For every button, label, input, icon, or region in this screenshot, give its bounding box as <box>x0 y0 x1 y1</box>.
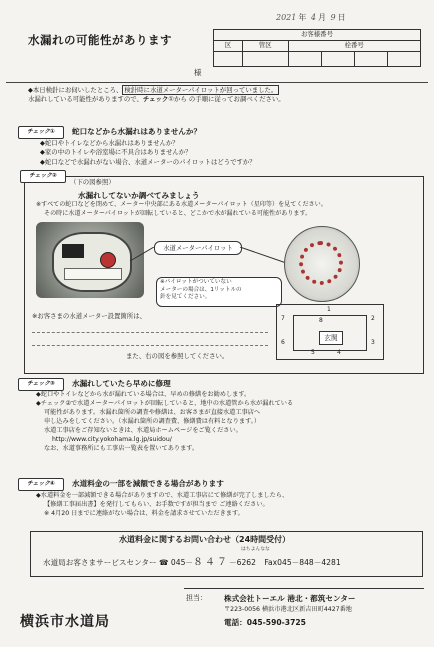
meter-counter <box>64 268 122 280</box>
intro-line-2-rest: ①から の手順に従ってお調べください。 <box>168 95 285 104</box>
meter-pilot-closeup <box>284 226 360 302</box>
check4-body <box>36 492 431 519</box>
cell-kensen-4 <box>387 52 420 67</box>
grid-label-5: 5 <box>311 349 315 356</box>
grid-label-6: 6 <box>281 339 285 346</box>
check4-badge: チェック④ <box>18 478 64 491</box>
check4-title: 水道料金の一部を減額できる場合があります <box>72 479 224 488</box>
date-year-unit: 年 <box>298 13 307 22</box>
pilot-note-box <box>156 277 282 307</box>
contact-person-block <box>184 588 424 637</box>
note-line-2: メーターの場合は、1リットルの <box>160 286 242 293</box>
note-line-1: ※パイロットがついていない <box>160 279 232 285</box>
check2-line-1: ※すべての蛇口などを閉めて、メーター中央部にある水道メーターパイロット（星印等）を見てください。 <box>36 201 327 208</box>
cell-kanku <box>242 52 288 67</box>
customer-name-suffix: 様 <box>194 68 202 77</box>
homepage-link[interactable]: http://www.city.yokohama.lg.jp/suidou/ <box>52 435 172 443</box>
grid-label-7: 7 <box>281 315 285 322</box>
phone-icon: ☎ <box>159 558 169 567</box>
col-kanku: 管区 <box>242 41 288 52</box>
intro-line-2 <box>28 95 418 104</box>
meter-dial <box>62 244 84 258</box>
house-layout-diagram <box>276 304 384 360</box>
check1-body <box>40 139 434 167</box>
check1-item: ◆家の中のトイレや浴室場に不具合はありませんか？ <box>40 148 192 157</box>
tel-suffix: －6262 <box>229 558 256 567</box>
service-contact-box <box>30 531 423 577</box>
service-center-name: 水道局お客さまサービスセンター <box>43 558 157 567</box>
customer-number-table <box>213 29 421 67</box>
check2-badge: チェック② <box>20 170 66 183</box>
date-year: 2021 <box>276 13 297 22</box>
install-suffix: また、右の図を参照してください。 <box>126 352 229 360</box>
cell-kensen-2 <box>321 52 354 67</box>
check3-item: 水道工事店をご存知ないときは、水道局ホームページをご覧ください。 <box>44 426 242 434</box>
check2-body <box>36 201 421 219</box>
entrance-label: 玄関 <box>319 331 343 345</box>
check1-item: ◆蛇口やトイレなどから水漏れはありませんか？ <box>40 139 179 147</box>
check3-item: ◆蛇口やトイレなどから水が漏れている場合は、早めの修繕をお勧めします。 <box>36 391 251 398</box>
check3-item: なお、水道事務所にも工事店一覧表を置いてあります。 <box>44 444 199 452</box>
cell-kensen-3 <box>354 52 387 67</box>
check2-figure-ref: （下の図参照） <box>70 178 115 186</box>
service-question: 水道料金に関するお問い合わせ（24時間受付） <box>119 535 291 544</box>
check2-line-2: その時に水道メーターパイロットが回転していると、どこかで水が漏れている可能性があります。 <box>44 209 312 217</box>
col-ku: 区 <box>214 41 243 52</box>
check2-title: 水漏れしてないか調べてみましょう <box>78 191 200 200</box>
company-phone: 電話：045-590-3725 <box>224 618 306 627</box>
check3-item: ◆チェック②で水道メーターパイロットが回転していると、地中の水道管から水が漏れている <box>36 399 294 407</box>
grid-label-4: 4 <box>337 349 341 356</box>
grid-label-2: 2 <box>371 315 375 322</box>
tel-prefix: 045－ <box>170 558 194 567</box>
install-location-label: ※お客さまの水道メーター設置箇所は、 <box>32 312 146 320</box>
cell-kensen-1 <box>288 52 321 67</box>
intro-check-word: チェック <box>142 95 169 104</box>
meter-pilot-icon <box>100 252 116 268</box>
fax-number: Fax045－848－4281 <box>264 558 341 567</box>
intro-text <box>28 86 418 105</box>
intro-line-1-text: ◆本日検針にお伺いしたところ、 <box>28 86 123 94</box>
fill-line <box>32 345 268 346</box>
cell-ku <box>214 52 243 67</box>
company-name: 株式会社トーエル 港北・都筑センター <box>224 594 356 603</box>
divider <box>6 82 428 83</box>
pilot-star-icon <box>299 241 343 285</box>
pilot-callout: 水道メーターパイロット <box>154 241 242 255</box>
col-kensen: 栓番号 <box>288 41 421 52</box>
date-day-unit: 日 <box>337 13 346 22</box>
intro-line-2-text: 水漏れしている可能性がありますので、 <box>28 95 143 104</box>
water-bureau-name: 横浜市水道局 <box>20 614 110 630</box>
tel-ruby: はちよんなな <box>241 547 270 552</box>
check3-title: 水漏れしていたら早めに修理 <box>72 379 171 388</box>
fill-line <box>32 332 268 333</box>
date-handwritten <box>274 12 346 24</box>
date-month-unit: 月 <box>318 13 326 22</box>
company-address: 〒223-0056 横浜市港北区新吉田町4427番地 <box>224 606 352 613</box>
tel-main: ８４７ <box>193 557 230 568</box>
customer-number-label: お客様番号 <box>214 30 421 41</box>
date-month: 4 <box>310 13 316 22</box>
check3-item: 申し込みをしてください。（水漏れ箇所の調査費、修繕費は有料となります。） <box>44 417 261 425</box>
grid-label-3: 3 <box>371 339 375 346</box>
grid-label-1: 1 <box>327 306 331 313</box>
check3-item: 可能性があります。水漏れ箇所の調査や修繕は、お客さまが直接水道工事店へ <box>44 408 261 416</box>
water-leak-notice <box>6 4 428 643</box>
service-contact-line <box>43 556 341 571</box>
tanto-label: 担当： <box>186 594 207 602</box>
check3-body <box>36 391 431 454</box>
check1-item: ◆蛇口などで水漏れがない場合、水道メーターのパイロットはどうですか？ <box>40 157 256 166</box>
intro-line-1 <box>28 86 418 95</box>
check1-title: 蛇口などから水漏れはありませんか？ <box>72 127 202 136</box>
check4-item: ◆水道料金を一部減額できる場合がありますので、水道工事店にて修繕が完了しましたら、 <box>36 492 289 499</box>
meter-face <box>52 232 132 292</box>
grid-label-8: 8 <box>319 317 323 324</box>
intro-highlight: 検針時に水道メーターパイロットが回っていました。 <box>124 86 278 94</box>
note-line-3: 針を見てください。 <box>160 294 211 301</box>
check1-badge: チェック① <box>18 126 64 139</box>
check3-badge: チェック③ <box>18 378 64 391</box>
page-title: 水漏れの可能性があります <box>28 33 172 47</box>
callout-arrows <box>126 247 296 277</box>
check4-item: 【修繕工事届出書】を発行してもらい、お手数ですが担当まで ご連絡ください。 <box>44 500 269 508</box>
date-day: 9 <box>330 13 336 22</box>
check4-item: ※ 4月20 日までに連絡がない場合は、料金を請求させていただきます。 <box>44 509 244 517</box>
